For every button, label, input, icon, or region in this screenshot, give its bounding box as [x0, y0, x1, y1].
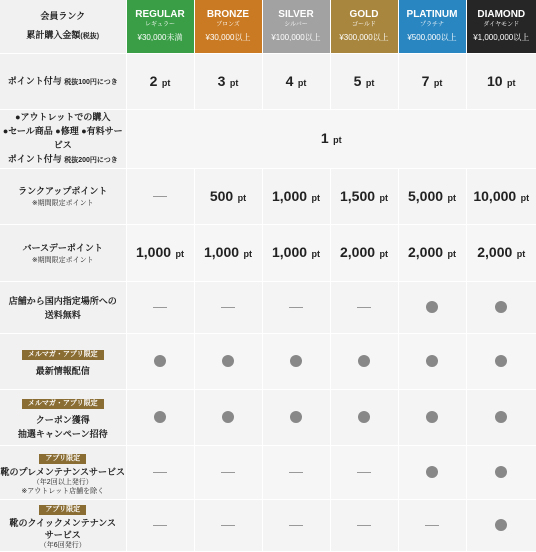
- rank-label-cell: [0, 0, 126, 54]
- birthday-unit: pt: [312, 249, 321, 259]
- news-cell: [330, 334, 398, 390]
- tier-requirement: ¥30,000以上: [195, 32, 262, 44]
- dot-mark: [290, 411, 302, 423]
- shipping-line1: 店舗から国内指定場所への: [0, 294, 126, 308]
- tier-kana: ブロンズ: [195, 20, 262, 30]
- coupon-cell: [330, 390, 398, 446]
- tier-kana: プラチナ: [399, 20, 466, 30]
- birthday-unit: pt: [517, 249, 526, 259]
- points-unit: pt: [507, 78, 516, 88]
- points-cell: [194, 54, 262, 110]
- tier-platinum: [398, 0, 466, 54]
- birthday-unit: pt: [380, 249, 389, 259]
- tier-name: BRONZE: [195, 9, 262, 20]
- app-only-badge: アプリ限定: [39, 454, 86, 464]
- points-row: [0, 54, 536, 110]
- dash-mark: [357, 472, 371, 473]
- points-value: 4: [286, 73, 294, 89]
- rankup-unit: pt: [238, 193, 247, 203]
- rankup-note: ※期間限定ポイント: [0, 198, 126, 209]
- news-cell: [398, 334, 466, 390]
- app-only-badge: アプリ限定: [39, 505, 86, 515]
- news-cell: [262, 334, 330, 390]
- dot-mark: [495, 301, 507, 313]
- dot-mark: [495, 466, 507, 478]
- tier-kana: シルバー: [263, 20, 330, 30]
- tier-requirement: ¥30,000未満: [127, 32, 194, 44]
- quick-maintenance-row: [0, 500, 536, 552]
- news-cell: [126, 334, 194, 390]
- header-row: [0, 0, 536, 54]
- dot-mark: [154, 411, 166, 423]
- points-cell: [262, 54, 330, 110]
- shipping-cell: [330, 282, 398, 334]
- points-label: ポイント付与: [8, 76, 62, 86]
- rankup-unit: pt: [312, 193, 321, 203]
- points-value: 5: [354, 73, 362, 89]
- points-cell: [398, 54, 466, 110]
- dot-mark: [222, 355, 234, 367]
- shipping-cell: [194, 282, 262, 334]
- birthday-cell: [330, 225, 398, 282]
- birthday-value: 2,000: [340, 244, 375, 260]
- premaintenance-label-cell: [0, 446, 126, 500]
- birthday-note: ※期間限定ポイント: [0, 255, 126, 266]
- points-cell: [466, 54, 536, 110]
- outlet-value-cell: [126, 110, 536, 169]
- birthday-cell: [126, 225, 194, 282]
- coupon-line2: 抽選キャンペーン招待: [18, 429, 108, 439]
- member-rank-label: 会員ランク: [0, 10, 126, 23]
- tier-kana: レギュラー: [127, 20, 194, 30]
- birthday-label-cell: [0, 225, 126, 282]
- birthday-cell: [398, 225, 466, 282]
- newsletter-app-badge: メルマガ・アプリ限定: [22, 350, 104, 360]
- shipping-cell: [126, 282, 194, 334]
- dash-mark: [289, 525, 303, 526]
- outlet-row: [0, 110, 536, 169]
- rankup-value: 1,000: [272, 188, 307, 204]
- coupon-label-cell: [0, 390, 126, 446]
- quick-maintenance-label-cell: [0, 500, 126, 552]
- rankup-cell: [330, 169, 398, 225]
- points-unit: pt: [298, 78, 307, 88]
- quick-maintenance-cell: [398, 500, 466, 552]
- dash-mark: [153, 307, 167, 308]
- rankup-value: 500: [210, 188, 233, 204]
- tier-requirement: ¥300,000以上: [331, 32, 398, 44]
- premaintenance-note1: （年2回以上発行）: [0, 478, 126, 487]
- rankup-cell: [194, 169, 262, 225]
- outlet-note: 税抜200円につき: [64, 157, 118, 164]
- dot-mark: [222, 411, 234, 423]
- dot-mark: [426, 301, 438, 313]
- premaintenance-cell: [262, 446, 330, 500]
- premaintenance-cell: [398, 446, 466, 500]
- dash-mark: [289, 472, 303, 473]
- birthday-value: 1,000: [204, 244, 239, 260]
- news-label-cell: [0, 334, 126, 390]
- quick-maintenance-cell: [330, 500, 398, 552]
- rankup-unit: pt: [448, 193, 457, 203]
- points-unit: pt: [230, 78, 239, 88]
- points-note: 税抜100円につき: [64, 79, 118, 86]
- birthday-row: [0, 225, 536, 282]
- birthday-cell: [262, 225, 330, 282]
- dash-mark: [221, 472, 235, 473]
- premaintenance-cell: [330, 446, 398, 500]
- birthday-value: 2,000: [408, 244, 443, 260]
- rankup-value: 1,500: [340, 188, 375, 204]
- quick-maintenance-cell: [194, 500, 262, 552]
- tier-kana: ダイヤモンド: [467, 20, 536, 30]
- tier-name: REGULAR: [127, 9, 194, 20]
- dot-mark: [154, 355, 166, 367]
- cumulative-purchase-label: 累計購入金額: [26, 30, 80, 40]
- outlet-line1: ●アウトレットでの購入: [0, 110, 126, 124]
- birthday-unit: pt: [244, 249, 253, 259]
- outlet-line3: ポイント付与: [8, 154, 62, 164]
- points-unit: pt: [434, 78, 443, 88]
- premaintenance-cell: [194, 446, 262, 500]
- dash-mark: [357, 525, 371, 526]
- points-value: 10: [487, 73, 503, 89]
- newsletter-app-badge: メルマガ・アプリ限定: [22, 399, 104, 409]
- rankup-label: ランクアップポイント: [0, 184, 126, 198]
- points-unit: pt: [162, 78, 171, 88]
- dot-mark: [426, 355, 438, 367]
- birthday-value: 1,000: [136, 244, 171, 260]
- dash-mark: [425, 525, 439, 526]
- coupon-cell: [262, 390, 330, 446]
- tier-name: DIAMOND: [467, 9, 536, 20]
- rankup-cell: [398, 169, 466, 225]
- tier-diamond: [466, 0, 536, 54]
- dot-mark: [495, 411, 507, 423]
- dot-mark: [290, 355, 302, 367]
- dot-mark: [426, 466, 438, 478]
- rankup-cell: [126, 169, 194, 225]
- tier-name: PLATINUM: [399, 9, 466, 20]
- dash-mark: [357, 307, 371, 308]
- rankup-label-cell: [0, 169, 126, 225]
- quick-maintenance-cell: [126, 500, 194, 552]
- dot-mark: [495, 519, 507, 531]
- coupon-cell: [126, 390, 194, 446]
- dot-mark: [495, 355, 507, 367]
- coupon-cell: [194, 390, 262, 446]
- coupon-cell: [398, 390, 466, 446]
- rankup-value: 5,000: [408, 188, 443, 204]
- birthday-label: バースデーポイント: [0, 241, 126, 255]
- points-cell: [126, 54, 194, 110]
- tier-requirement: ¥1,000,000以上: [467, 32, 536, 44]
- birthday-cell: [194, 225, 262, 282]
- birthday-value: 2,000: [477, 244, 512, 260]
- birthday-unit: pt: [448, 249, 457, 259]
- dash-mark: [221, 307, 235, 308]
- shipping-cell: [262, 282, 330, 334]
- points-value: 3: [218, 73, 226, 89]
- rankup-cell: [466, 169, 536, 225]
- outlet-unit: pt: [333, 135, 342, 145]
- dot-mark: [358, 355, 370, 367]
- shipping-cell: [466, 282, 536, 334]
- news-cell: [194, 334, 262, 390]
- premaintenance-note2: ※アウトレット店舗を除く: [0, 487, 126, 496]
- points-label-cell: [0, 54, 126, 110]
- rankup-row: [0, 169, 536, 225]
- coupon-cell: [466, 390, 536, 446]
- tier-gold: [330, 0, 398, 54]
- tier-regular: [126, 0, 194, 54]
- birthday-cell: [466, 225, 536, 282]
- premaintenance-cell: [126, 446, 194, 500]
- shipping-line2: 送料無料: [45, 310, 81, 320]
- shipping-cell: [398, 282, 466, 334]
- rankup-value: 10,000: [473, 188, 516, 204]
- quick-maintenance-cell: [262, 500, 330, 552]
- quick-maintenance-line1: 靴のクイックメンテナンス: [0, 517, 126, 529]
- birthday-unit: pt: [176, 249, 185, 259]
- coupon-line1: クーポン獲得: [0, 413, 126, 427]
- news-row: [0, 334, 536, 390]
- quick-maintenance-line2: サービス: [0, 529, 126, 541]
- dash-mark: [289, 307, 303, 308]
- rankup-unit: pt: [521, 193, 530, 203]
- dash-mark: [153, 196, 167, 197]
- outlet-line2: ●セール商品 ●修理 ●有料サービス: [0, 124, 126, 152]
- points-cell: [330, 54, 398, 110]
- tier-name: GOLD: [331, 9, 398, 20]
- rankup-unit: pt: [380, 193, 389, 203]
- dot-mark: [358, 411, 370, 423]
- points-value: 7: [422, 73, 430, 89]
- shipping-row: [0, 282, 536, 334]
- points-unit: pt: [366, 78, 375, 88]
- tier-silver: [262, 0, 330, 54]
- tier-kana: ゴールド: [331, 20, 398, 30]
- shipping-label-cell: [0, 282, 126, 334]
- news-cell: [466, 334, 536, 390]
- rankup-cell: [262, 169, 330, 225]
- outlet-label-cell: [0, 110, 126, 169]
- premaintenance-label: 靴のプレメンテナンスサービス: [0, 466, 126, 478]
- tax-note: (税抜): [80, 33, 99, 40]
- outlet-value: 1: [321, 130, 329, 146]
- tier-requirement: ¥100,000以上: [263, 32, 330, 44]
- premaintenance-cell: [466, 446, 536, 500]
- premaintenance-row: [0, 446, 536, 500]
- dash-mark: [153, 472, 167, 473]
- coupon-row: [0, 390, 536, 446]
- birthday-value: 1,000: [272, 244, 307, 260]
- tier-bronze: [194, 0, 262, 54]
- quick-maintenance-note: （年6回発行）: [0, 541, 126, 550]
- points-value: 2: [150, 73, 158, 89]
- tier-requirement: ¥500,000以上: [399, 32, 466, 44]
- dash-mark: [221, 525, 235, 526]
- dot-mark: [426, 411, 438, 423]
- dash-mark: [153, 525, 167, 526]
- quick-maintenance-cell: [466, 500, 536, 552]
- news-label: 最新情報配信: [36, 366, 90, 376]
- tier-name: SILVER: [263, 9, 330, 20]
